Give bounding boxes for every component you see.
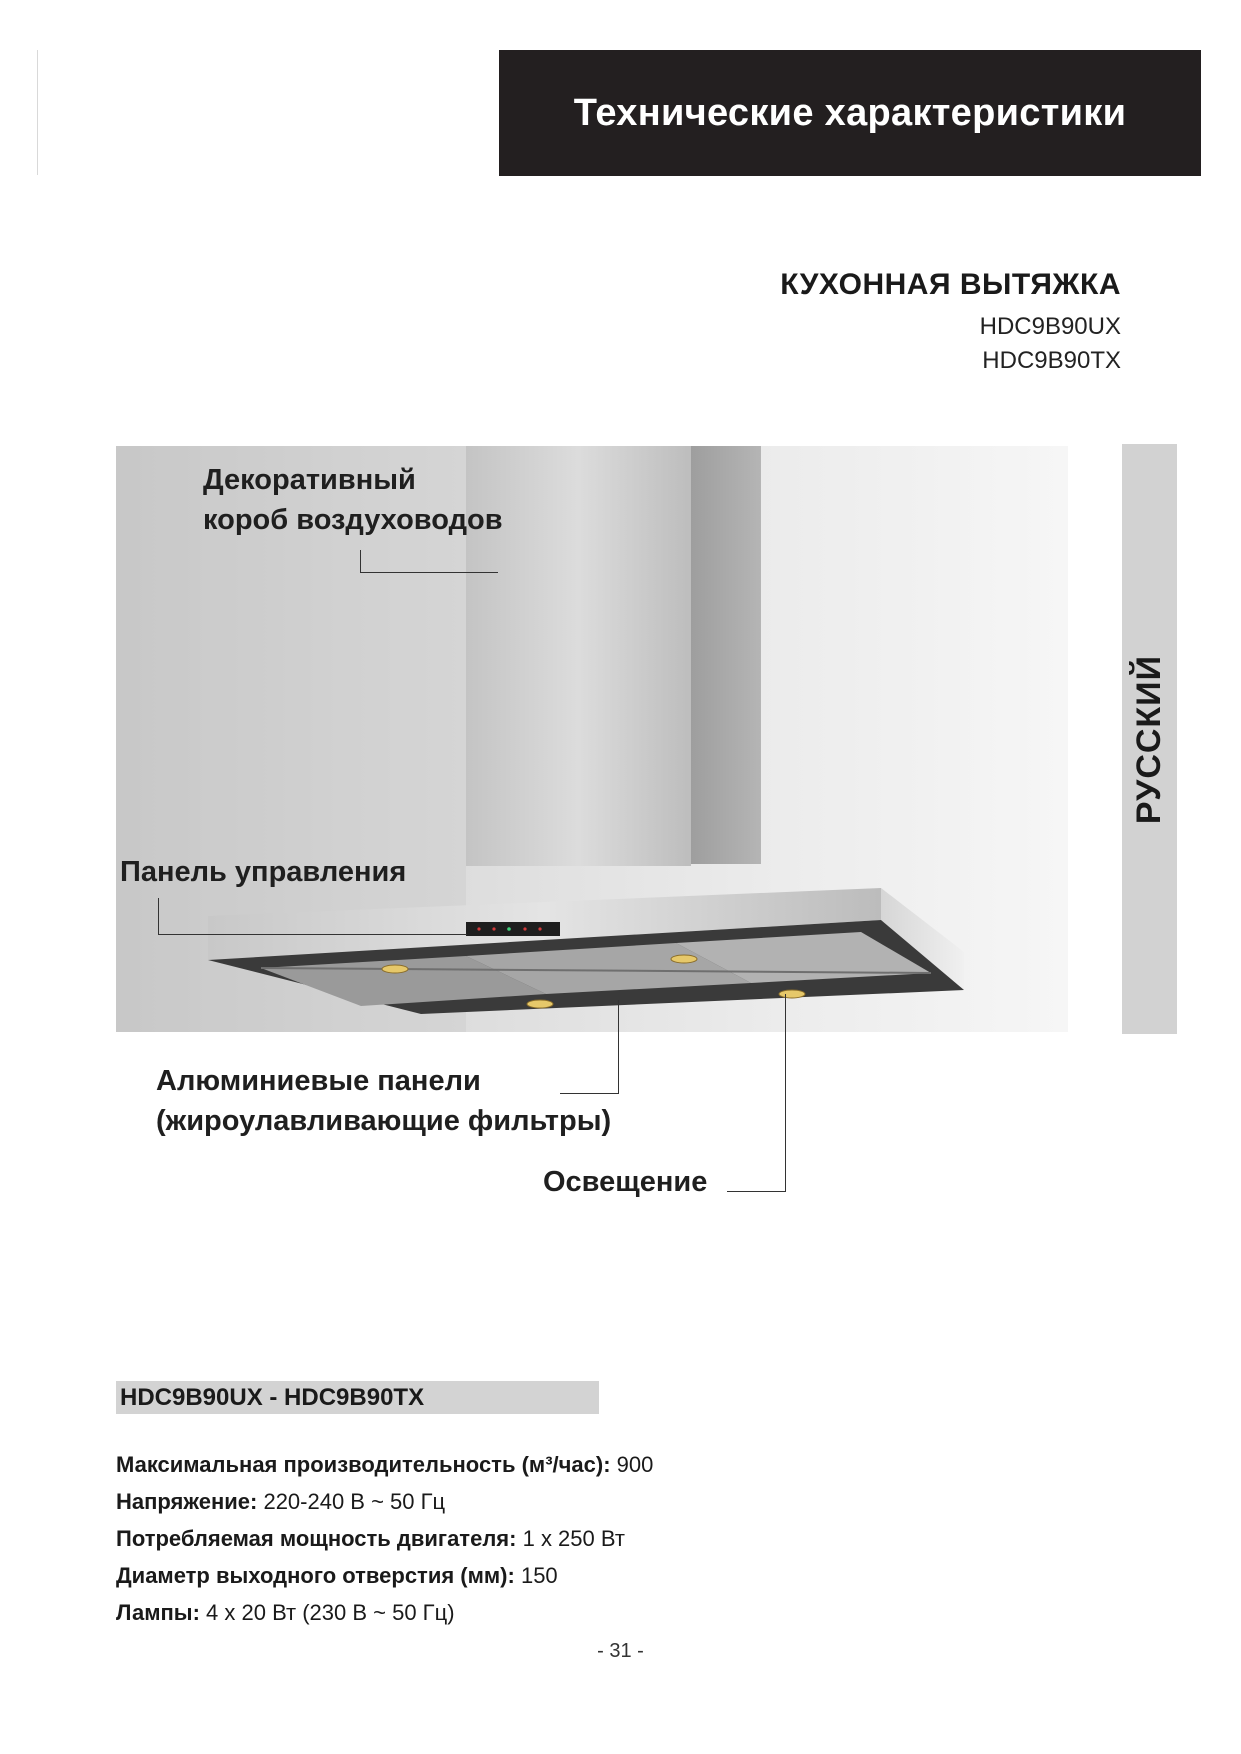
spec-label: Потребляемая мощность двигателя: [116, 1526, 517, 1551]
spec-label: Диаметр выходного отверстия (мм): [116, 1563, 515, 1588]
spec-row-lamps [116, 1594, 653, 1631]
spec-row-voltage [116, 1483, 653, 1520]
product-models [780, 310, 1121, 378]
spec-value: 4 x 20 Вт (230 В ~ 50 Гц) [206, 1600, 455, 1625]
spec-label: Напряжение: [116, 1489, 258, 1514]
callout-lighting: Освещение [543, 1166, 708, 1198]
page-number: - 31 - [597, 1640, 644, 1662]
leader-control-panel [158, 898, 467, 935]
margin-rule [37, 50, 38, 175]
spec-row-capacity [116, 1446, 653, 1483]
language-label: РУССКИЙ [1130, 654, 1168, 824]
callout-aluminium-panels-line-2: (жироулавливающие фильтры) [156, 1105, 612, 1137]
page-title: Технические характеристики [573, 91, 1127, 134]
product-block [780, 268, 1121, 378]
product-type: КУХОННАЯ ВЫТЯЖКА [780, 268, 1121, 301]
spec-value: 900 [616, 1452, 654, 1477]
callout-duct-cover-line-2: короб воздуховодов [203, 504, 503, 536]
model-2: HDC9B90TX [982, 347, 1121, 374]
leader-aluminium-panels [560, 1000, 619, 1094]
spec-list [116, 1446, 653, 1631]
callout-control-panel: Панель управления [120, 856, 407, 888]
leader-lighting [727, 994, 786, 1192]
callout-aluminium-panels [156, 1061, 611, 1141]
callout-duct-cover [203, 460, 503, 540]
spec-label: Максимальная производительность (м³/час): [116, 1452, 611, 1477]
spec-value: 150 [520, 1563, 558, 1588]
callout-aluminium-panels-line-1: Алюминиевые панели [156, 1065, 481, 1097]
language-tab [1122, 444, 1177, 1034]
spec-value: 220-240 В ~ 50 Гц [263, 1489, 446, 1514]
leader-duct-cover [360, 550, 498, 573]
model-1: HDC9B90UX [979, 313, 1121, 340]
spec-value: 1 x 250 Вт [522, 1526, 625, 1551]
spec-heading: HDC9B90UX - HDC9B90TX [116, 1381, 599, 1414]
spec-row-outlet-diameter [116, 1557, 653, 1594]
spec-label: Лампы: [116, 1600, 200, 1625]
header-bar [499, 50, 1201, 176]
spec-row-motor-power [116, 1520, 653, 1557]
callout-duct-cover-line-1: Декоративный [203, 464, 416, 496]
